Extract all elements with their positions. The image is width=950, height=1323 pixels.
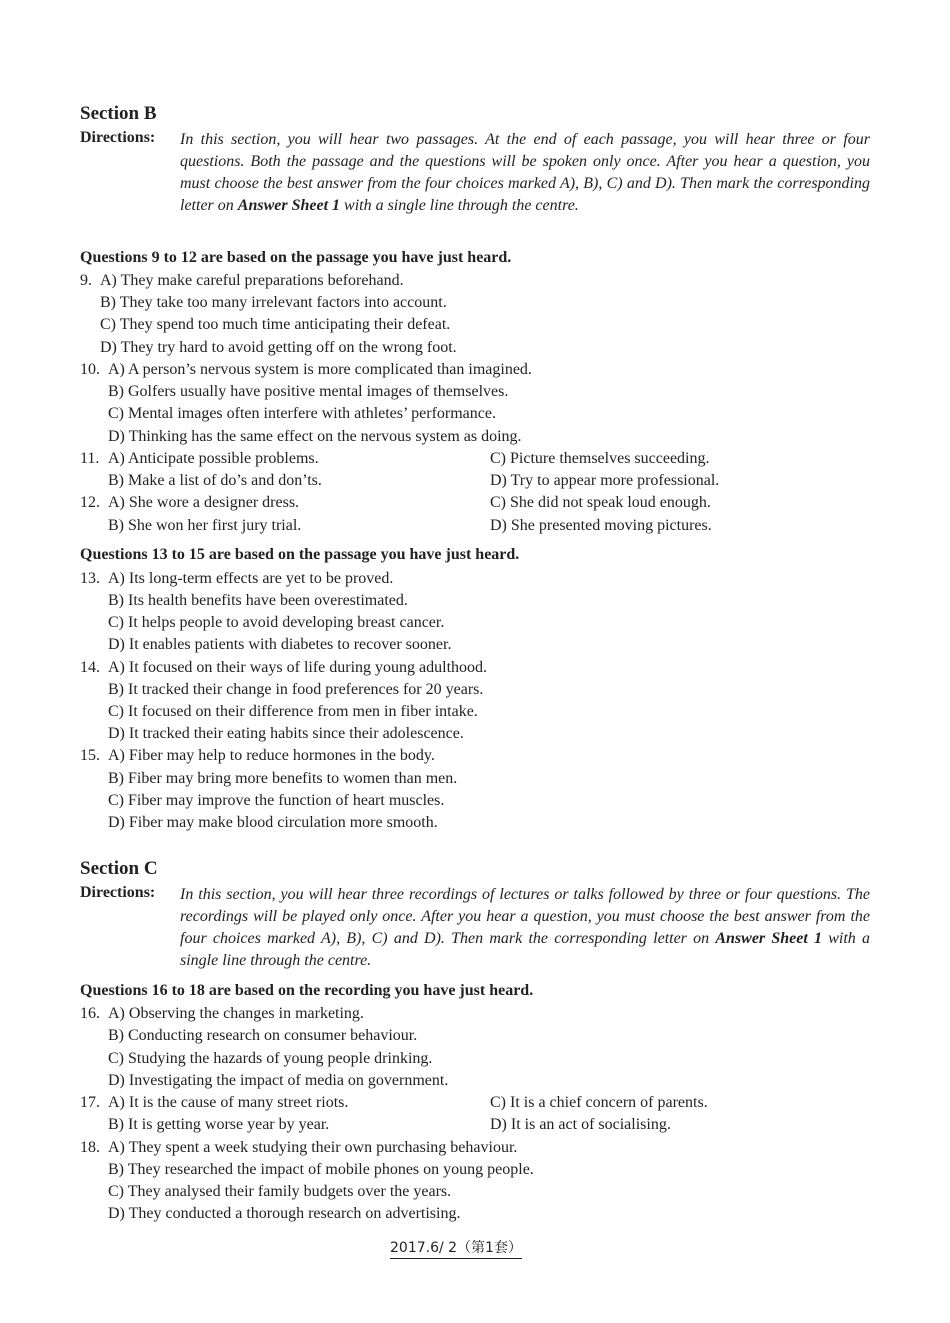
option-d: D) She presented moving pictures. <box>490 517 712 534</box>
option-a: A) Fiber may help to reduce hormones in the body. <box>108 747 435 764</box>
section-b-directions <box>180 129 870 217</box>
page-footer: 2017.6/ 2（第1套） <box>390 1237 522 1259</box>
question-number: 16. <box>80 1005 100 1022</box>
option-c: C) They spend too much time anticipating their defeat. <box>100 316 451 333</box>
question-number: 13. <box>80 570 100 587</box>
section-b-title: Section B <box>80 103 157 124</box>
option-d: D) It is an act of socialising. <box>490 1116 671 1133</box>
option-a: A) They make careful preparations beforehand. <box>100 272 404 289</box>
section-b-directions-label: Directions: <box>80 129 156 146</box>
question-number: 11. <box>80 450 100 467</box>
directions-text: In this section, you will hear three recordings of lectures or talks followed by three or four questions. The recordings will be played only once. After you hear a question, you must choose the best answer from the four choices marked A), B), C) and D). Then mark the corresponding letter on <box>180 886 870 947</box>
section-c-directions <box>180 884 870 972</box>
option-c: C) It helps people to avoid developing breast cancer. <box>108 614 445 631</box>
option-d: D) It enables patients with diabetes to recover sooner. <box>108 636 452 653</box>
option-a: A) Its long-term effects are yet to be proved. <box>108 570 394 587</box>
option-c: C) It is a chief concern of parents. <box>490 1094 708 1111</box>
answer-sheet-emphasis: Answer Sheet 1 <box>715 930 823 947</box>
section-c-directions-label: Directions: <box>80 884 156 901</box>
option-d: D) Fiber may make blood circulation more smooth. <box>108 814 438 831</box>
option-d: D) Thinking has the same effect on the nervous system as doing. <box>108 428 522 445</box>
option-d: D) It tracked their eating habits since their adolescence. <box>108 725 464 742</box>
option-a: A) A person’s nervous system is more complicated than imagined. <box>108 361 532 378</box>
option-d: D) Investigating the impact of media on government. <box>108 1072 449 1089</box>
answer-sheet-emphasis: Answer Sheet 1 <box>237 197 341 214</box>
option-b: B) Fiber may bring more benefits to women than men. <box>108 770 458 787</box>
option-b: B) Conducting research on consumer behaviour. <box>108 1027 418 1044</box>
question-group-heading: Questions 13 to 15 are based on the passage you have just heard. <box>80 546 520 563</box>
option-d: D) They conducted a thorough research on advertising. <box>108 1205 461 1222</box>
option-a: A) They spent a week studying their own purchasing behaviour. <box>108 1139 518 1156</box>
option-b: B) Make a list of do’s and don’ts. <box>108 472 322 489</box>
question-number: 17. <box>80 1094 100 1111</box>
option-c: C) Fiber may improve the function of heart muscles. <box>108 792 445 809</box>
option-d: D) They try hard to avoid getting off on the wrong foot. <box>100 339 457 356</box>
option-c: C) Picture themselves succeeding. <box>490 450 710 467</box>
directions-text-end: with a single line through the centre. <box>180 930 871 969</box>
option-c: C) Studying the hazards of young people drinking. <box>108 1050 433 1067</box>
option-b: B) It tracked their change in food preferences for 20 years. <box>108 681 484 698</box>
question-number: 9. <box>80 272 92 289</box>
question-number: 14. <box>80 659 100 676</box>
question-number: 12. <box>80 494 100 511</box>
option-a: A) It is the cause of many street riots. <box>108 1094 349 1111</box>
option-b: B) Its health benefits have been overestimated. <box>108 592 408 609</box>
option-b: B) She won her first jury trial. <box>108 517 302 534</box>
question-group-heading: Questions 16 to 18 are based on the recording you have just heard. <box>80 982 534 999</box>
option-a: A) It focused on their ways of life during young adulthood. <box>108 659 488 676</box>
option-c: C) They analysed their family budgets over the years. <box>108 1183 452 1200</box>
directions-text: In this section, you will hear two passages. At the end of each passage, you will hear three or four questions. Both the passage and the questions will be spoken only once. After you hear a question, you must choose the best answer from the four choices marked A), B), C) and D). Then mark the corresponding letter on <box>180 131 870 214</box>
option-c: C) She did not speak loud enough. <box>490 494 711 511</box>
question-number: 10. <box>80 361 100 378</box>
question-number: 18. <box>80 1139 100 1156</box>
question-group-heading: Questions 9 to 12 are based on the passage you have just heard. <box>80 249 512 266</box>
question-number: 15. <box>80 747 100 764</box>
option-a: A) Observing the changes in marketing. <box>108 1005 364 1022</box>
directions-text-end: with a single line through the centre. <box>340 197 579 214</box>
option-d: D) Try to appear more professional. <box>490 472 720 489</box>
option-c: C) It focused on their difference from men in fiber intake. <box>108 703 478 720</box>
option-b: B) It is getting worse year by year. <box>108 1116 330 1133</box>
option-b: B) They researched the impact of mobile phones on young people. <box>108 1161 534 1178</box>
option-b: B) Golfers usually have positive mental images of themselves. <box>108 383 509 400</box>
section-c-title: Section C <box>80 858 158 879</box>
option-b: B) They take too many irrelevant factors into account. <box>100 294 447 311</box>
option-a: A) She wore a designer dress. <box>108 494 300 511</box>
option-a: A) Anticipate possible problems. <box>108 450 319 467</box>
option-c: C) Mental images often interfere with athletes’ performance. <box>108 405 496 422</box>
